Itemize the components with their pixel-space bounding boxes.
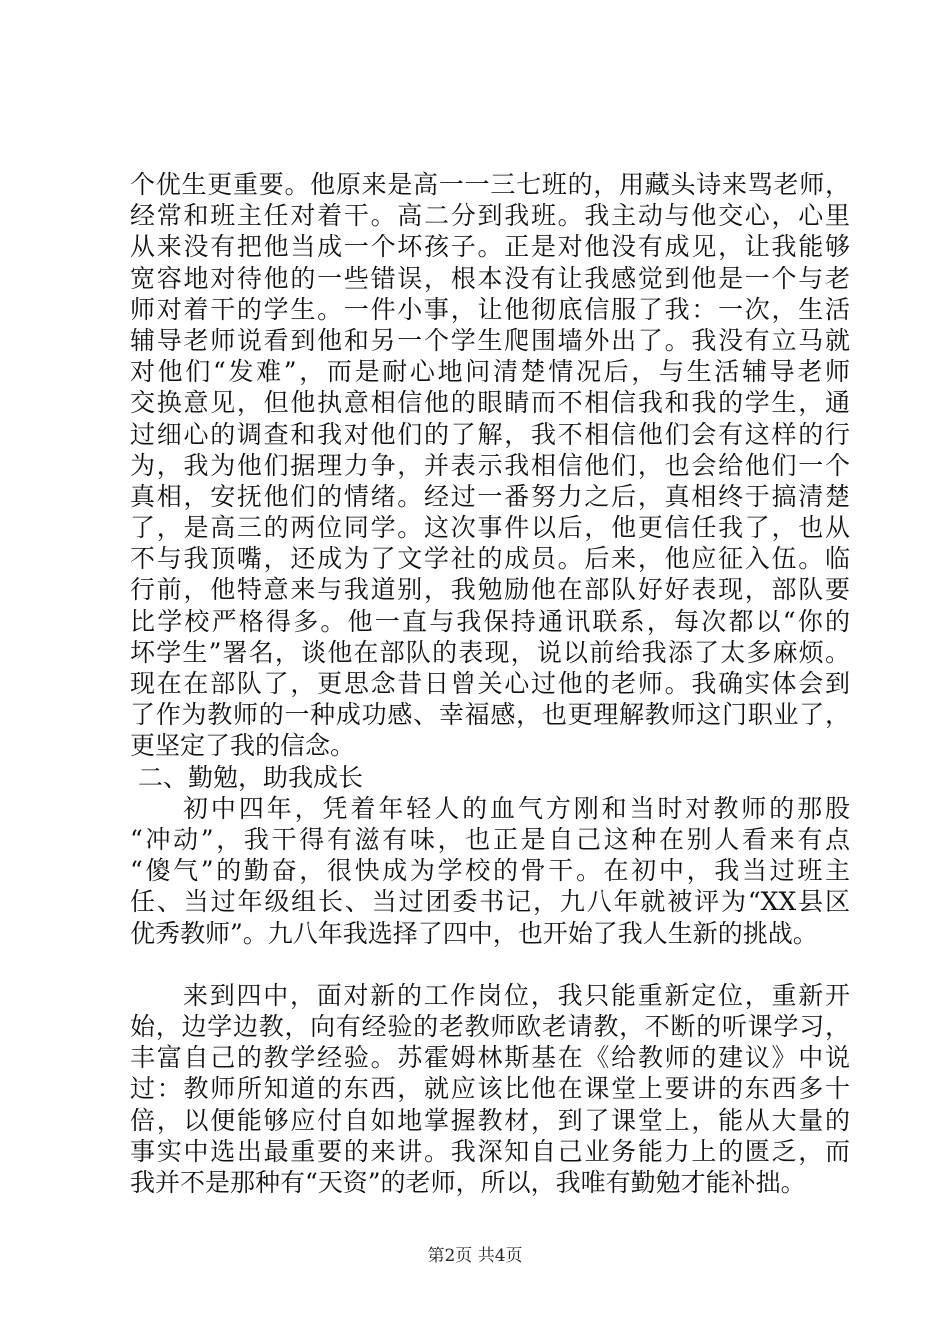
paragraph-spacer bbox=[130, 949, 850, 980]
paragraph-2 bbox=[130, 793, 850, 949]
page-number-footer: 第2页 共4页 bbox=[427, 1246, 523, 1266]
text-line: 初中四年，凭着年轻人的血气方刚和当时对教师的那股 bbox=[183, 793, 850, 823]
text-line: 事实中选出最重要的来讲。我深知自己业务能力上的匮乏，而 bbox=[130, 1136, 850, 1166]
text-line: 交换意见，但他执意相信他的眼睛而不相信我和我的学生，通 bbox=[130, 388, 850, 418]
text-line: 优秀教师”。九八年我选择了四中，也开始了我人生新的挑战。 bbox=[130, 918, 818, 948]
text-line: 真相，安抚他们的情绪。经过一番努力之后，真相终于搞清楚 bbox=[130, 481, 850, 511]
text-line: 不与我顶嘴，还成为了文学社的成员。后来，他应征入伍。临 bbox=[130, 544, 850, 574]
text-line: 比学校严格得多。他一直与我保持通讯联系，每次都以“你的 bbox=[130, 606, 850, 636]
text-line: 经常和班主任对着干。高二分到我班。我主动与他交心，心里 bbox=[130, 201, 850, 231]
text-line: 过细心的调查和我对他们的了解，我不相信他们会有这样的行 bbox=[130, 419, 850, 449]
paragraph-3 bbox=[130, 980, 850, 1198]
text-line: 倍，以便能够应付自如地掌握教材，到了课堂上，能从大量的 bbox=[130, 1105, 850, 1135]
text-line: 现在在部队了，更思念昔日曾关心过他的老师。我确实体会到 bbox=[130, 669, 850, 698]
text-line: 从来没有把他当成一个坏孩子。正是对他没有成见，让我能够 bbox=[130, 232, 850, 262]
text-line: 个优生更重要。他原来是高一一三七班的，用藏头诗来骂老师， bbox=[130, 170, 850, 199]
document-body bbox=[130, 169, 850, 1198]
text-line: “冲动”，我干得有滋有味，也正是自己这种在别人看来有点 bbox=[130, 824, 850, 854]
section-heading: 二、勤勉，助我成长 bbox=[138, 762, 364, 792]
text-line: 坏学生”署名，谈他在部队的表现，说以前给我添了太多麻烦。 bbox=[130, 637, 850, 667]
text-line: 为，我为他们据理力争，并表示我相信他们，也会给他们一个 bbox=[130, 450, 850, 480]
text-line: 了作为教师的一种成功感、幸福感，也更理解教师这门职业了， bbox=[130, 700, 850, 730]
paragraph-1 bbox=[130, 169, 850, 762]
text-line: 了，是高三的两位同学。这次事件以后，他更信任我了，也从 bbox=[130, 513, 850, 543]
text-line: 行前，他特意来与我道别，我勉励他在部队好好表现，部队要 bbox=[130, 575, 850, 605]
text-line: 师对着干的学生。一件小事，让他彻底信服了我：一次，生活 bbox=[130, 294, 850, 324]
text-line: 辅导老师说看到他和另一个学生爬围墙外出了。我没有立马就 bbox=[130, 325, 850, 355]
text-line: 来到四中，面对新的工作岗位，我只能重新定位，重新开 bbox=[183, 980, 850, 1010]
text-line: 过：教师所知道的东西，就应该比他在课堂上要讲的东西多十 bbox=[130, 1074, 850, 1104]
text-line: 丰富自己的教学经验。苏霍姆林斯基在《给教师的建议》中说 bbox=[130, 1043, 850, 1073]
text-line: 宽容地对待他的一些错误，根本没有让我感觉到他是一个与老 bbox=[130, 263, 850, 293]
text-line: 始，边学边教，向有经验的老教师欧老请教，不断的听课学习， bbox=[130, 1012, 850, 1042]
text-line: 我并不是那种有“天资”的老师，所以，我唯有勤勉才能补拙。 bbox=[130, 1168, 806, 1197]
text-line: 对他们“发难”，而是耐心地问清楚情况后，与生活辅导老师 bbox=[130, 357, 850, 387]
text-line: 更坚定了我的信念。 bbox=[130, 731, 356, 761]
text-line: “傻气”的勤奋，很快成为学校的骨干。在初中，我当过班主 bbox=[130, 856, 850, 886]
text-line: 任、当过年级组长、当过团委书记，九八年就被评为“XX县区 bbox=[130, 887, 850, 917]
